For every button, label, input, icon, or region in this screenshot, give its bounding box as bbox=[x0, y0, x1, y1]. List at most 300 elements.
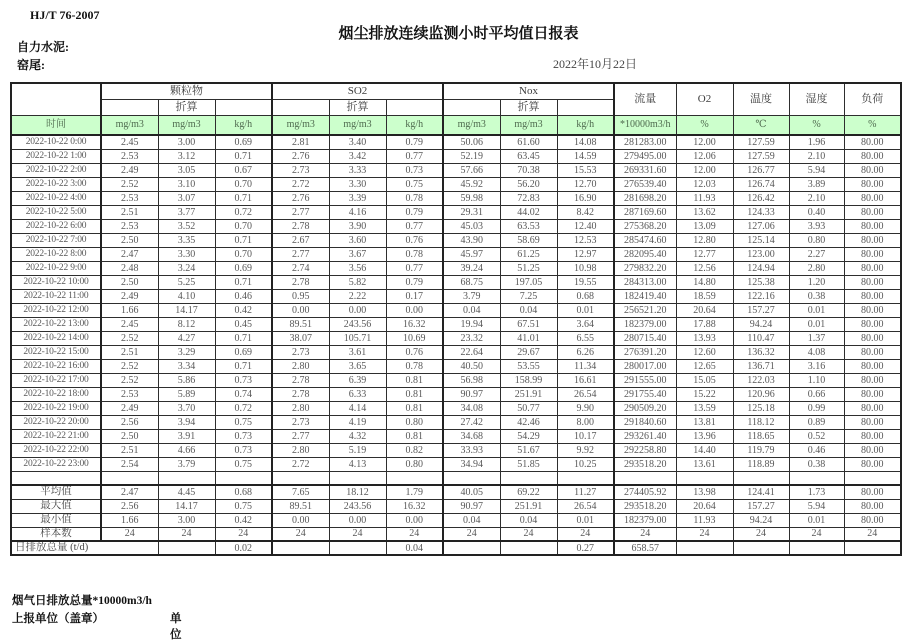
table-cell: 0.71 bbox=[215, 149, 272, 163]
time-cell: 2022-10-22 9:00 bbox=[11, 261, 101, 275]
table-cell: 3.30 bbox=[158, 247, 215, 261]
table-cell: 9.90 bbox=[557, 401, 614, 415]
summary-cell: 89.51 bbox=[272, 499, 329, 513]
table-cell: 125.14 bbox=[733, 233, 789, 247]
table-cell: 63.53 bbox=[500, 219, 557, 233]
table-row bbox=[11, 289, 901, 303]
table-cell: 3.93 bbox=[789, 219, 844, 233]
table-cell: 2.49 bbox=[101, 163, 158, 177]
table-cell: 126.77 bbox=[733, 163, 789, 177]
time-cell: 2022-10-22 1:00 bbox=[11, 149, 101, 163]
table-cell: 59.98 bbox=[443, 191, 500, 205]
footer-line bbox=[12, 610, 182, 641]
table-cell: 40.50 bbox=[443, 359, 500, 373]
table-cell: 3.34 bbox=[158, 359, 215, 373]
table-cell: 2.22 bbox=[329, 289, 386, 303]
table-cell: 20.64 bbox=[676, 303, 733, 317]
time-cell: 2022-10-22 22:00 bbox=[11, 443, 101, 457]
table-cell: 44.02 bbox=[500, 205, 557, 219]
table-cell: 2.67 bbox=[272, 233, 329, 247]
summary-cell: 0.02 bbox=[215, 541, 272, 555]
sub-converted-so2: 折算 bbox=[329, 99, 386, 115]
table-cell: 80.00 bbox=[844, 457, 901, 471]
table-cell: 34.08 bbox=[443, 401, 500, 415]
table-cell: 7.25 bbox=[500, 289, 557, 303]
summary-cell: 0.75 bbox=[215, 499, 272, 513]
table-row bbox=[11, 401, 901, 415]
spacer-row bbox=[11, 471, 901, 485]
table-cell: 2.50 bbox=[101, 233, 158, 247]
summary-label: 平均值 bbox=[11, 485, 101, 499]
table-cell: 12.56 bbox=[676, 261, 733, 275]
summary-cell: 5.94 bbox=[789, 499, 844, 513]
summary-cell: 7.65 bbox=[272, 485, 329, 499]
table-cell: 6.33 bbox=[329, 387, 386, 401]
summary-cell: 0.01 bbox=[789, 513, 844, 527]
table-cell: 158.99 bbox=[500, 373, 557, 387]
table-cell: 0.89 bbox=[789, 415, 844, 429]
table-cell: 118.89 bbox=[733, 457, 789, 471]
table-cell: 0.73 bbox=[386, 163, 443, 177]
table-cell: 1.10 bbox=[789, 373, 844, 387]
table-cell: 34.68 bbox=[443, 429, 500, 443]
table-cell: 3.94 bbox=[158, 415, 215, 429]
table-cell: 0.75 bbox=[386, 177, 443, 191]
summary-cell: 243.56 bbox=[329, 499, 386, 513]
summary-cell: 0.00 bbox=[272, 513, 329, 527]
table-row bbox=[11, 345, 901, 359]
summary-cell: 658.57 bbox=[614, 541, 676, 555]
table-cell: 4.32 bbox=[329, 429, 386, 443]
table-cell: 197.05 bbox=[500, 275, 557, 289]
time-cell: 2022-10-22 15:00 bbox=[11, 345, 101, 359]
table-cell: 0.72 bbox=[215, 401, 272, 415]
table-cell: 12.65 bbox=[676, 359, 733, 373]
table-cell: 285474.60 bbox=[614, 233, 676, 247]
unit-cell: kg/h bbox=[386, 115, 443, 135]
table-cell: 0.79 bbox=[386, 135, 443, 149]
spacer-cell bbox=[614, 471, 676, 485]
table-cell: 27.42 bbox=[443, 415, 500, 429]
table-cell: 61.60 bbox=[500, 135, 557, 149]
table-cell: 14.59 bbox=[557, 149, 614, 163]
table-cell: 8.00 bbox=[557, 415, 614, 429]
table-cell: 0.73 bbox=[215, 443, 272, 457]
table-cell: 2.80 bbox=[272, 401, 329, 415]
summary-row bbox=[11, 527, 901, 541]
table-cell: 80.00 bbox=[844, 163, 901, 177]
table-cell: 2.77 bbox=[272, 429, 329, 443]
table-cell: 287169.60 bbox=[614, 205, 676, 219]
sub-converted-pm: 折算 bbox=[158, 99, 215, 115]
unit-cell: ℃ bbox=[733, 115, 789, 135]
unit-cell: mg/m3 bbox=[272, 115, 329, 135]
table-cell: 8.42 bbox=[557, 205, 614, 219]
table-cell: 12.70 bbox=[557, 177, 614, 191]
table-cell: 6.55 bbox=[557, 331, 614, 345]
table-cell: 2.47 bbox=[101, 247, 158, 261]
table-cell: 0.71 bbox=[215, 233, 272, 247]
table-cell: 3.07 bbox=[158, 191, 215, 205]
summary-cell: 11.93 bbox=[676, 513, 733, 527]
table-cell: 3.39 bbox=[329, 191, 386, 205]
summary-cell: 24 bbox=[158, 527, 215, 541]
table-cell: 67.51 bbox=[500, 317, 557, 331]
table-cell: 0.00 bbox=[386, 303, 443, 317]
spacer-cell bbox=[158, 471, 215, 485]
spacer-cell bbox=[557, 471, 614, 485]
spacer-cell bbox=[733, 471, 789, 485]
summary-cell bbox=[844, 541, 901, 555]
time-cell: 2022-10-22 18:00 bbox=[11, 387, 101, 401]
table-cell: 2.78 bbox=[272, 373, 329, 387]
table-cell: 0.38 bbox=[789, 289, 844, 303]
table-cell: 0.78 bbox=[386, 359, 443, 373]
table-cell: 80.00 bbox=[844, 149, 901, 163]
table-cell: 12.00 bbox=[676, 135, 733, 149]
table-cell: 3.10 bbox=[158, 177, 215, 191]
table-cell: 90.97 bbox=[443, 387, 500, 401]
summary-cell: 24 bbox=[329, 527, 386, 541]
table-cell: 124.33 bbox=[733, 205, 789, 219]
col-o2: O2 bbox=[676, 83, 733, 115]
summary-cell: 11.27 bbox=[557, 485, 614, 499]
table-cell: 0.00 bbox=[329, 303, 386, 317]
table-cell: 26.54 bbox=[557, 387, 614, 401]
table-cell: 125.18 bbox=[733, 401, 789, 415]
table-cell: 182379.00 bbox=[614, 317, 676, 331]
table-cell: 5.25 bbox=[158, 275, 215, 289]
table-cell: 3.30 bbox=[329, 177, 386, 191]
table-cell: 4.27 bbox=[158, 331, 215, 345]
table-cell: 0.04 bbox=[500, 303, 557, 317]
table-cell: 280715.40 bbox=[614, 331, 676, 345]
table-cell: 279832.20 bbox=[614, 261, 676, 275]
table-cell: 2.51 bbox=[101, 443, 158, 457]
table-cell: 3.33 bbox=[329, 163, 386, 177]
summary-cell: 20.64 bbox=[676, 499, 733, 513]
table-cell: 0.78 bbox=[386, 191, 443, 205]
table-cell: 5.86 bbox=[158, 373, 215, 387]
table-cell: 0.75 bbox=[215, 415, 272, 429]
summary-row bbox=[11, 541, 901, 555]
unit-cell: mg/m3 bbox=[101, 115, 158, 135]
table-cell: 15.53 bbox=[557, 163, 614, 177]
table-cell: 2.53 bbox=[101, 219, 158, 233]
unit-cell: % bbox=[789, 115, 844, 135]
table-row bbox=[11, 205, 901, 219]
table-cell: 80.00 bbox=[844, 387, 901, 401]
table-cell: 2.51 bbox=[101, 345, 158, 359]
summary-cell: 0.00 bbox=[329, 513, 386, 527]
company-name: 自力水泥: bbox=[17, 40, 69, 54]
table-cell: 2.77 bbox=[272, 247, 329, 261]
table-cell: 125.38 bbox=[733, 275, 789, 289]
table-cell: 1.20 bbox=[789, 275, 844, 289]
table-cell: 45.92 bbox=[443, 177, 500, 191]
table-cell: 80.00 bbox=[844, 205, 901, 219]
table-cell: 3.05 bbox=[158, 163, 215, 177]
table-row bbox=[11, 373, 901, 387]
table-cell: 53.55 bbox=[500, 359, 557, 373]
table-cell: 157.27 bbox=[733, 303, 789, 317]
table-cell: 282095.40 bbox=[614, 247, 676, 261]
table-cell: 2.53 bbox=[101, 191, 158, 205]
table-cell: 2.52 bbox=[101, 373, 158, 387]
summary-cell: 13.98 bbox=[676, 485, 733, 499]
table-row bbox=[11, 443, 901, 457]
table-cell: 70.38 bbox=[500, 163, 557, 177]
table-cell: 0.69 bbox=[215, 261, 272, 275]
summary-cell bbox=[443, 541, 500, 555]
table-cell: 14.17 bbox=[158, 303, 215, 317]
summary-cell: 2.56 bbox=[101, 499, 158, 513]
table-cell: 80.00 bbox=[844, 261, 901, 275]
table-cell: 10.17 bbox=[557, 429, 614, 443]
summary-cell: 0.04 bbox=[386, 541, 443, 555]
table-cell: 0.69 bbox=[215, 345, 272, 359]
table-row bbox=[11, 163, 901, 177]
table-cell: 4.13 bbox=[329, 457, 386, 471]
table-cell: 80.00 bbox=[844, 247, 901, 261]
table-cell: 2.50 bbox=[101, 275, 158, 289]
table-cell: 13.62 bbox=[676, 205, 733, 219]
table-cell: 57.66 bbox=[443, 163, 500, 177]
table-cell: 2.77 bbox=[272, 205, 329, 219]
table-cell: 123.00 bbox=[733, 247, 789, 261]
table-cell: 3.29 bbox=[158, 345, 215, 359]
report-date: 2022年10月22日 bbox=[553, 57, 638, 71]
table-cell: 122.03 bbox=[733, 373, 789, 387]
summary-cell bbox=[500, 541, 557, 555]
summary-cell: 24 bbox=[443, 527, 500, 541]
table-cell: 52.19 bbox=[443, 149, 500, 163]
summary-cell bbox=[158, 541, 215, 555]
table-cell: 14.80 bbox=[676, 275, 733, 289]
table-cell: 10.98 bbox=[557, 261, 614, 275]
table-cell: 12.03 bbox=[676, 177, 733, 191]
table-cell: 0.73 bbox=[215, 429, 272, 443]
table-cell: 120.96 bbox=[733, 387, 789, 401]
header-group-row bbox=[11, 83, 901, 99]
table-cell: 5.82 bbox=[329, 275, 386, 289]
table-cell: 124.94 bbox=[733, 261, 789, 275]
summary-cell: 0.27 bbox=[557, 541, 614, 555]
summary-cell: 18.12 bbox=[329, 485, 386, 499]
table-cell: 2.73 bbox=[272, 163, 329, 177]
summary-cell: 24 bbox=[557, 527, 614, 541]
table-cell: 14.08 bbox=[557, 135, 614, 149]
table-cell: 2.45 bbox=[101, 135, 158, 149]
time-cell: 2022-10-22 5:00 bbox=[11, 205, 101, 219]
summary-cell: 24 bbox=[101, 527, 158, 541]
table-cell: 3.70 bbox=[158, 401, 215, 415]
table-cell: 22.64 bbox=[443, 345, 500, 359]
time-cell: 2022-10-22 14:00 bbox=[11, 331, 101, 345]
spacer-cell bbox=[272, 471, 329, 485]
table-cell: 12.60 bbox=[676, 345, 733, 359]
table-cell: 2.54 bbox=[101, 457, 158, 471]
table-cell: 3.67 bbox=[329, 247, 386, 261]
table-row bbox=[11, 233, 901, 247]
table-cell: 3.91 bbox=[158, 429, 215, 443]
table-cell: 2.53 bbox=[101, 149, 158, 163]
table-cell: 2.52 bbox=[101, 177, 158, 191]
time-cell: 2022-10-22 16:00 bbox=[11, 359, 101, 373]
table-cell: 3.64 bbox=[557, 317, 614, 331]
table-cell: 80.00 bbox=[844, 191, 901, 205]
table-cell: 5.19 bbox=[329, 443, 386, 457]
table-head bbox=[11, 83, 901, 135]
spacer-cell bbox=[844, 471, 901, 485]
table-cell: 56.20 bbox=[500, 177, 557, 191]
table-cell: 280017.00 bbox=[614, 359, 676, 373]
table-body bbox=[11, 135, 901, 555]
summary-row bbox=[11, 513, 901, 527]
table-row bbox=[11, 331, 901, 345]
table-cell: 4.08 bbox=[789, 345, 844, 359]
table-row bbox=[11, 219, 901, 233]
table-cell: 0.42 bbox=[215, 303, 272, 317]
table-cell: 0.80 bbox=[789, 233, 844, 247]
table-cell: 292258.80 bbox=[614, 443, 676, 457]
table-cell: 56.98 bbox=[443, 373, 500, 387]
table-cell: 45.97 bbox=[443, 247, 500, 261]
summary-label: 日排放总量 (t/d) bbox=[11, 541, 158, 555]
summary-label: 最大值 bbox=[11, 499, 101, 513]
table-cell: 29.67 bbox=[500, 345, 557, 359]
table-cell: 50.06 bbox=[443, 135, 500, 149]
spacer-cell bbox=[443, 471, 500, 485]
table-cell: 0.70 bbox=[215, 247, 272, 261]
col-load: 负荷 bbox=[844, 83, 901, 115]
table-cell: 1.66 bbox=[101, 303, 158, 317]
summary-cell: 0.00 bbox=[386, 513, 443, 527]
unit-cell: % bbox=[844, 115, 901, 135]
table-cell: 3.00 bbox=[158, 135, 215, 149]
table-cell: 243.56 bbox=[329, 317, 386, 331]
table-cell: 9.92 bbox=[557, 443, 614, 457]
summary-label: 样本数 bbox=[11, 527, 101, 541]
table-cell: 293261.40 bbox=[614, 429, 676, 443]
summary-cell: 24 bbox=[215, 527, 272, 541]
table-cell: 284313.00 bbox=[614, 275, 676, 289]
summary-cell: 293518.20 bbox=[614, 499, 676, 513]
table-cell: 291840.60 bbox=[614, 415, 676, 429]
summary-cell: 24 bbox=[614, 527, 676, 541]
table-cell: 2.52 bbox=[101, 359, 158, 373]
table-cell: 5.89 bbox=[158, 387, 215, 401]
table-cell: 256521.20 bbox=[614, 303, 676, 317]
group-particulate: 颗粒物 bbox=[101, 83, 272, 99]
table-cell: 80.00 bbox=[844, 415, 901, 429]
table-cell: 72.83 bbox=[500, 191, 557, 205]
time-cell: 2022-10-22 7:00 bbox=[11, 233, 101, 247]
time-cell: 2022-10-22 0:00 bbox=[11, 135, 101, 149]
table-cell: 0.46 bbox=[215, 289, 272, 303]
table-cell: 80.00 bbox=[844, 135, 901, 149]
table-cell: 80.00 bbox=[844, 233, 901, 247]
summary-cell bbox=[789, 541, 844, 555]
table-cell: 105.71 bbox=[329, 331, 386, 345]
table-cell: 2.81 bbox=[272, 135, 329, 149]
unit-cell: mg/m3 bbox=[500, 115, 557, 135]
spacer-cell bbox=[101, 471, 158, 485]
table-cell: 80.00 bbox=[844, 177, 901, 191]
table-cell: 0.78 bbox=[386, 247, 443, 261]
table-cell: 0.74 bbox=[215, 387, 272, 401]
table-cell: 4.19 bbox=[329, 415, 386, 429]
spacer-cell bbox=[329, 471, 386, 485]
table-cell: 2.49 bbox=[101, 289, 158, 303]
summary-cell: 0.68 bbox=[215, 485, 272, 499]
unit-cell: % bbox=[676, 115, 733, 135]
table-cell: 42.46 bbox=[500, 415, 557, 429]
spacer-cell bbox=[386, 471, 443, 485]
table-cell: 3.40 bbox=[329, 135, 386, 149]
spacer-cell bbox=[676, 471, 733, 485]
table-cell: 126.74 bbox=[733, 177, 789, 191]
spacer-cell bbox=[215, 471, 272, 485]
summary-cell: 40.05 bbox=[443, 485, 500, 499]
sub-converted-nox: 折算 bbox=[500, 99, 557, 115]
summary-row bbox=[11, 485, 901, 499]
table-cell: 2.45 bbox=[101, 317, 158, 331]
table-cell: 3.79 bbox=[443, 289, 500, 303]
unit-cell: mg/m3 bbox=[329, 115, 386, 135]
table-cell: 12.06 bbox=[676, 149, 733, 163]
table-cell: 0.79 bbox=[386, 275, 443, 289]
table-cell: 15.22 bbox=[676, 387, 733, 401]
table-cell: 0.04 bbox=[443, 303, 500, 317]
table-cell: 94.24 bbox=[733, 317, 789, 331]
table-cell: 13.61 bbox=[676, 457, 733, 471]
time-cell: 2022-10-22 10:00 bbox=[11, 275, 101, 289]
table-cell: 43.90 bbox=[443, 233, 500, 247]
table-cell: 10.69 bbox=[386, 331, 443, 345]
flue-gas-total-label: 烟气日排放总量*10000m3/h bbox=[12, 595, 152, 607]
time-cell: 2022-10-22 20:00 bbox=[11, 415, 101, 429]
table-cell: 12.77 bbox=[676, 247, 733, 261]
summary-cell: 80.00 bbox=[844, 485, 901, 499]
time-cell: 2022-10-22 4:00 bbox=[11, 191, 101, 205]
summary-cell: 1.73 bbox=[789, 485, 844, 499]
summary-cell bbox=[272, 541, 329, 555]
table-row bbox=[11, 149, 901, 163]
table-cell: 51.25 bbox=[500, 261, 557, 275]
col-humidity: 湿度 bbox=[789, 83, 844, 115]
summary-cell: 69.22 bbox=[500, 485, 557, 499]
table-cell: 2.53 bbox=[101, 387, 158, 401]
summary-cell: 80.00 bbox=[844, 513, 901, 527]
table-cell: 2.52 bbox=[101, 331, 158, 345]
summary-cell: 124.41 bbox=[733, 485, 789, 499]
table-cell: 19.55 bbox=[557, 275, 614, 289]
table-cell: 38.07 bbox=[272, 331, 329, 345]
sub-rate-nox bbox=[557, 99, 614, 115]
unit-cell: mg/m3 bbox=[158, 115, 215, 135]
table-cell: 2.49 bbox=[101, 401, 158, 415]
table-row bbox=[11, 415, 901, 429]
table-cell: 3.56 bbox=[329, 261, 386, 275]
sub-rate-pm bbox=[215, 99, 272, 115]
table-cell: 122.16 bbox=[733, 289, 789, 303]
summary-row bbox=[11, 499, 901, 513]
table-cell: 3.60 bbox=[329, 233, 386, 247]
table-cell: 2.51 bbox=[101, 205, 158, 219]
table-cell: 34.94 bbox=[443, 457, 500, 471]
table-row bbox=[11, 247, 901, 261]
